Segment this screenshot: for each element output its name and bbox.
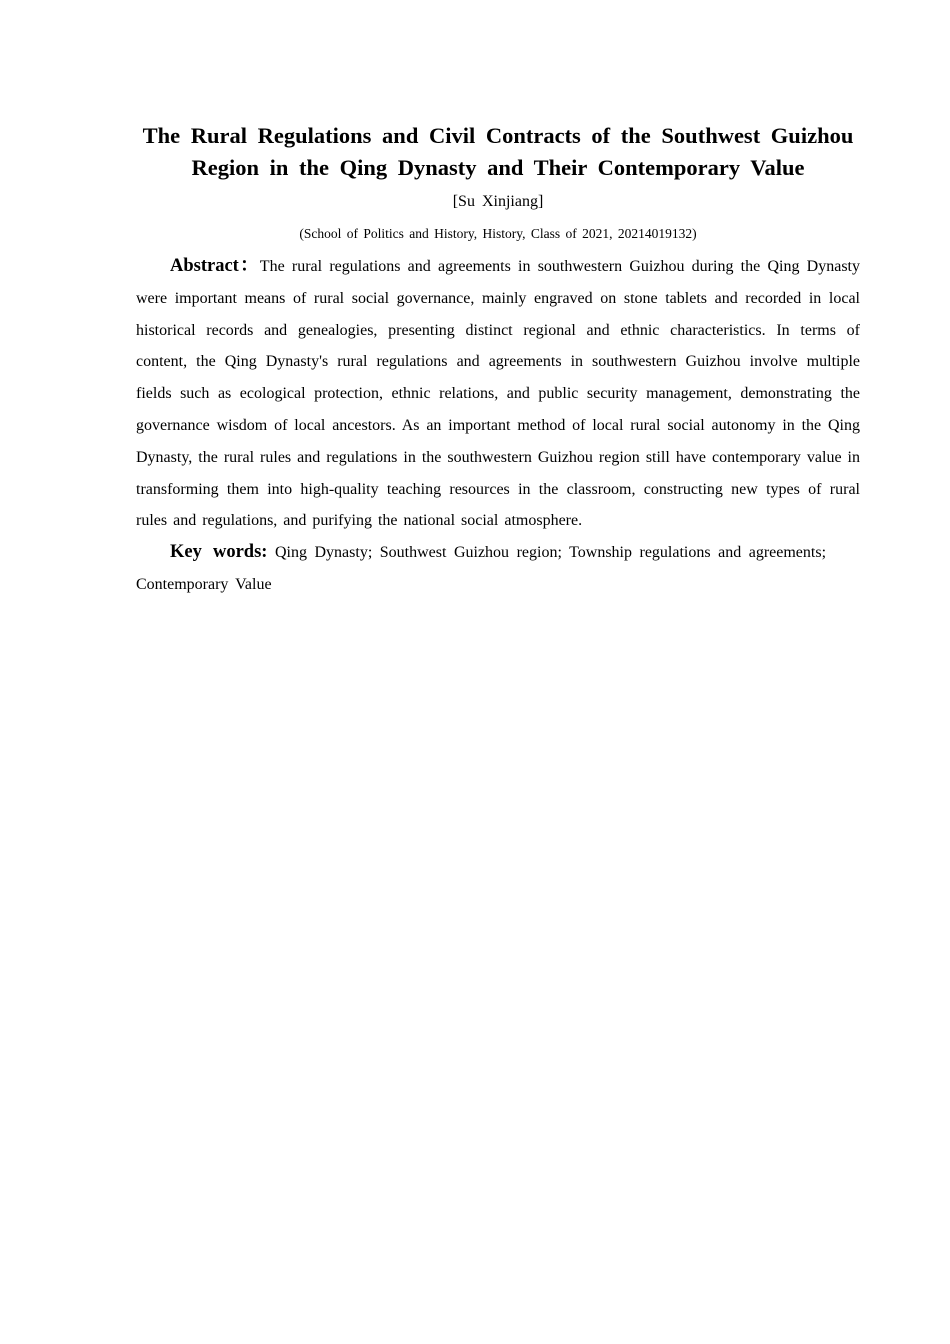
- title-line-1: The Rural Regulations and Civil Contracts of the Southwest Guizhou: [142, 123, 854, 148]
- abstract-label: Abstract：: [170, 256, 260, 276]
- paper-title: [136, 120, 860, 184]
- abstract-text: The rural regulations and agreements in southwestern Guizhou during the Qing Dynasty were important means of rural social governance, mainly engraved on stone tablets and recorded in local historical records and genealogies, presenting distinct regional and ethnic characteristics. In terms of content, the Qing Dynasty's rural regulations and agreements in southwestern Guizhou involve multiple fields such as ecological protection, ethnic relations, and public security management, demonstrating the governance wisdom of local ancestors. As an important method of local rural social autonomy in the Qing Dynasty, the rural rules and regulations in the southwestern Guizhou region still have contemporary value in transforming them into high-quality teaching resources in the classroom, constructing new types of rural rules and regulations, and purifying the national social atmosphere.: [136, 258, 861, 530]
- document-page: [136, 120, 860, 601]
- abstract-paragraph: [136, 251, 860, 537]
- keywords-label: Key words:: [170, 542, 268, 563]
- keywords-text: Qing Dynasty; Southwest Guizhou region; Township regulations and agreements; Contemporary Value: [136, 544, 827, 593]
- keywords-paragraph: [136, 537, 860, 601]
- title-line-2: Region in the Qing Dynasty and Their Contemporary Value: [191, 155, 805, 180]
- author-affiliation: (School of Politics and History, History, Class of 2021, 20214019132): [299, 226, 697, 241]
- author-name: [Su Xinjiang]: [452, 193, 544, 210]
